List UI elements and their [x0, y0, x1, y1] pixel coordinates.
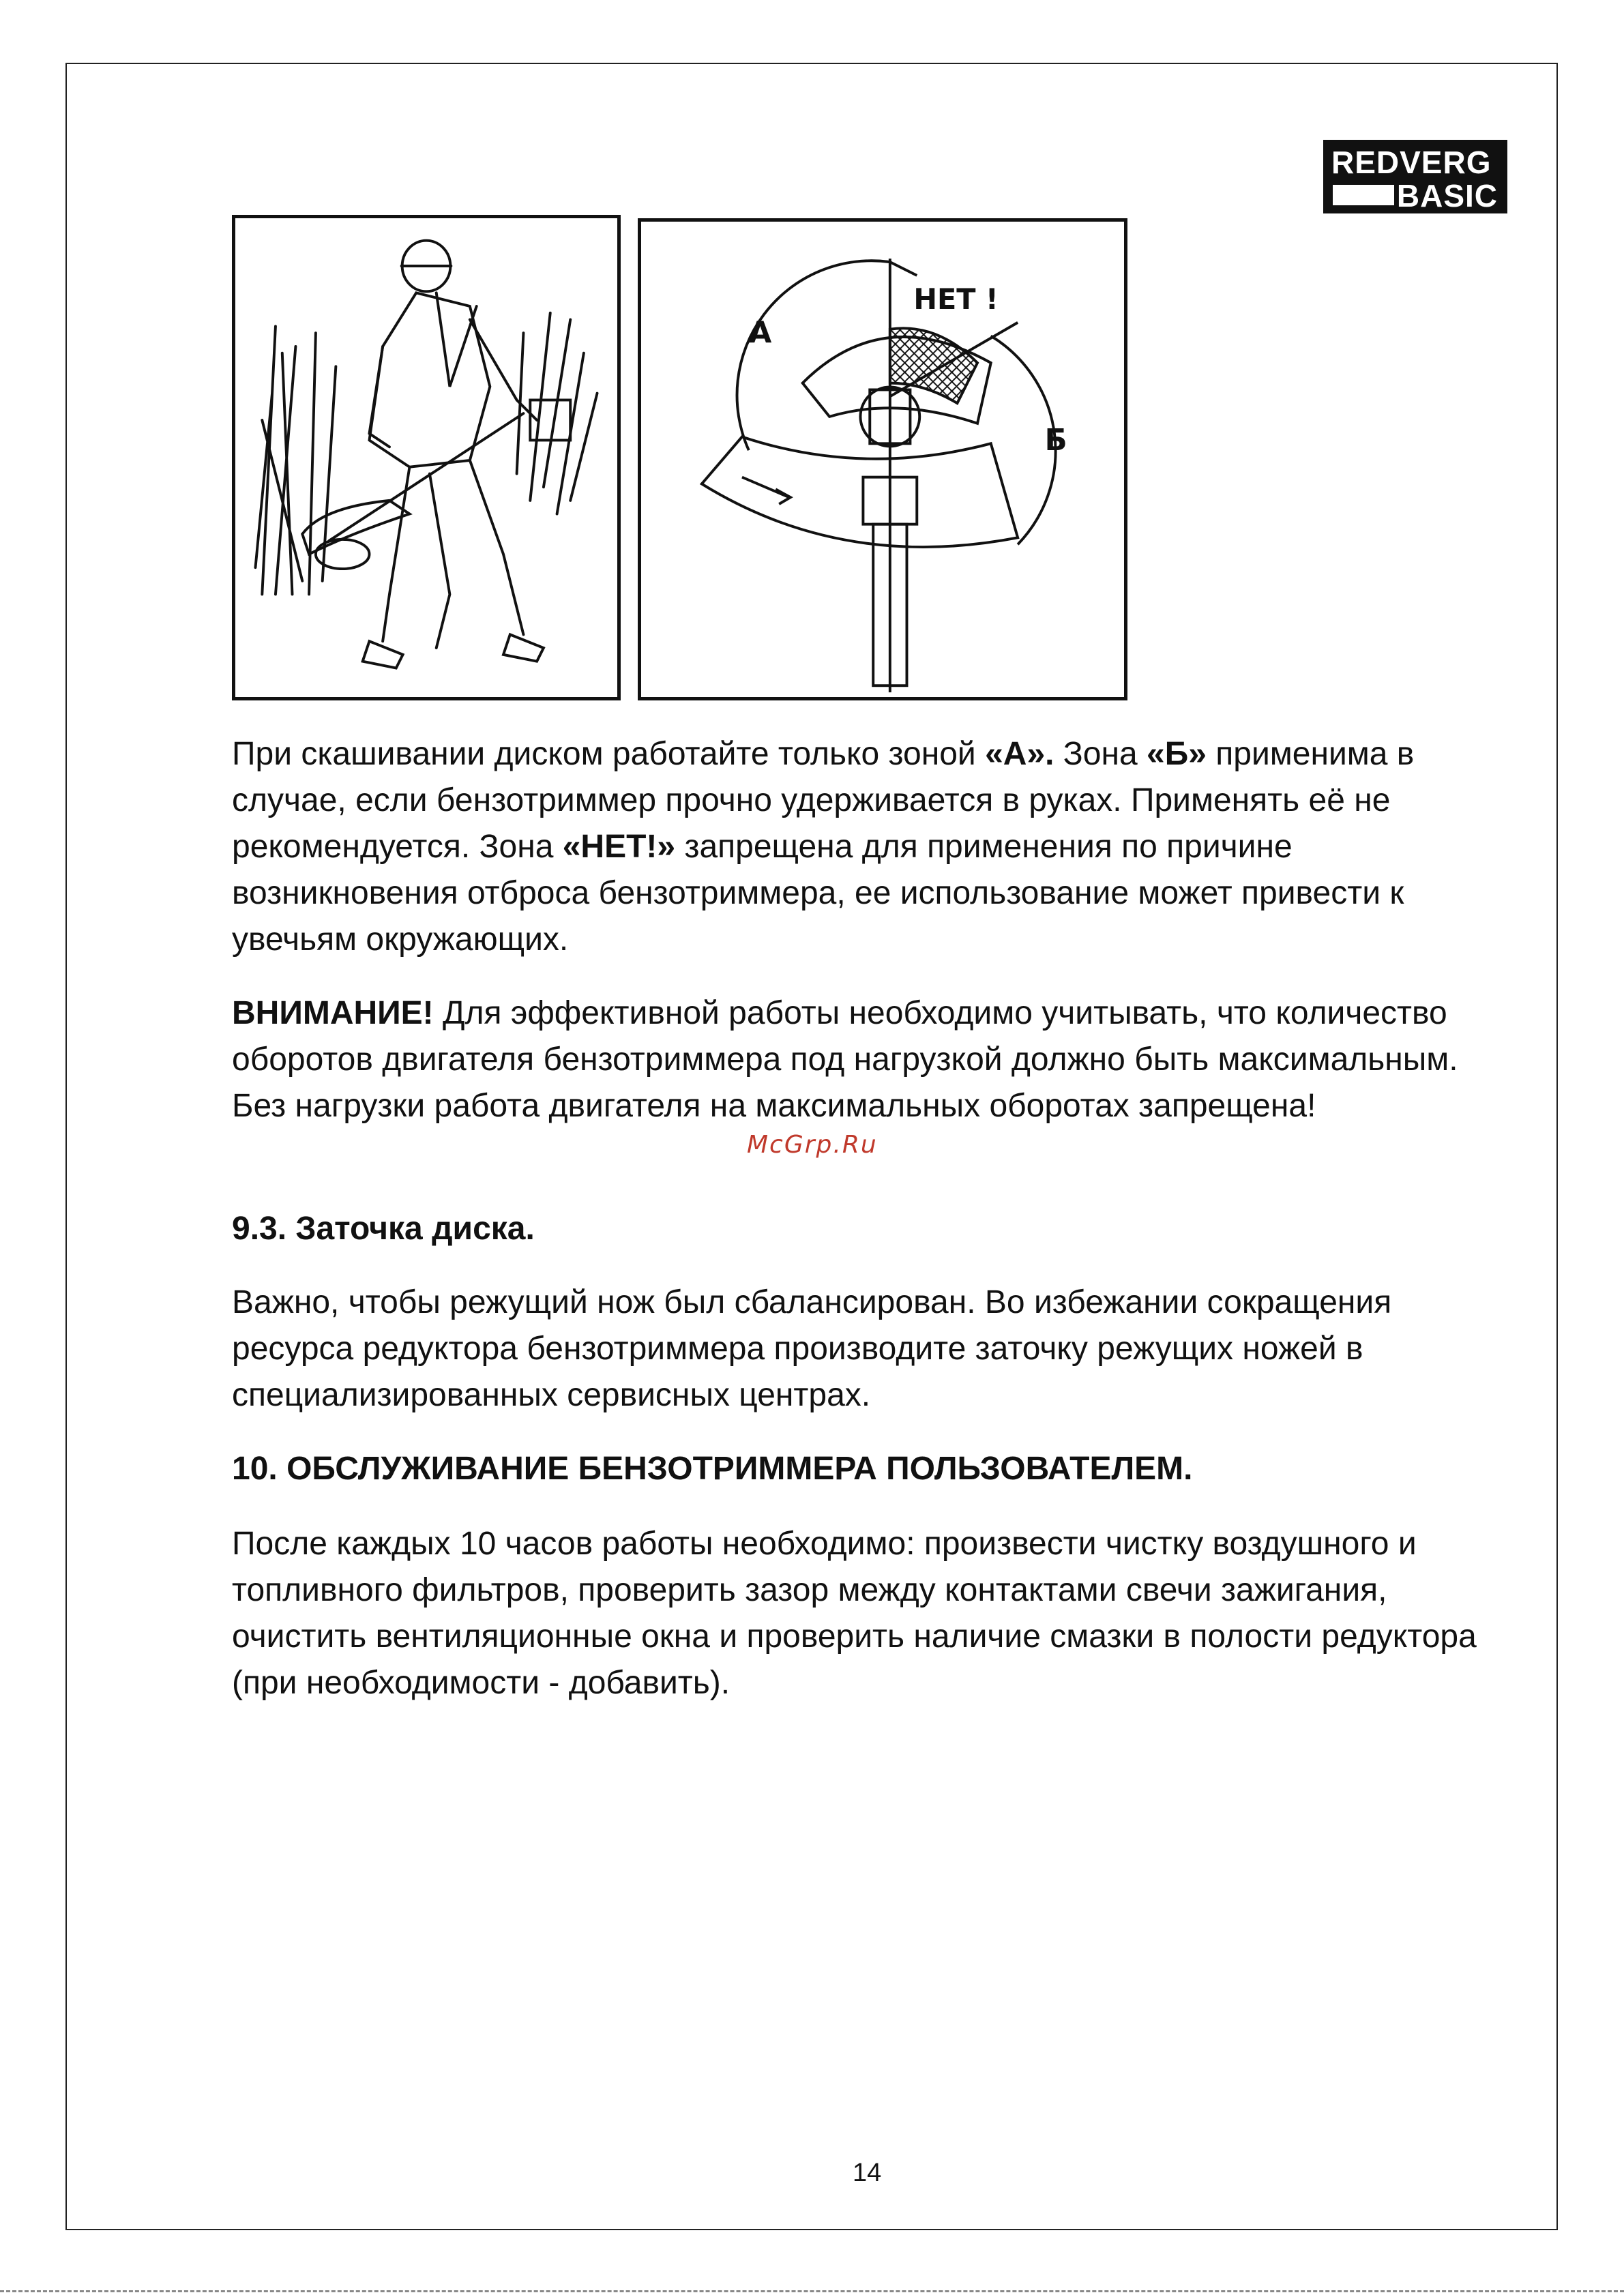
brand-logo [1323, 140, 1507, 213]
figure-cutting-zones-diagram [638, 218, 1127, 700]
section-heading-9-3: 9.3. Заточка диска. [232, 1211, 535, 1247]
section-heading-10: 10. ОБСЛУЖИВАНИЕ БЕНЗОТРИММЕРА ПОЛЬЗОВАТЕЛЕМ. [232, 1451, 1193, 1487]
p1-bold-net: «НЕТ!» [562, 829, 676, 865]
logo-line-1: REDVERG [1331, 145, 1492, 180]
p1-text-3: применима в случае, если бензотриммер прочно удерживается в руках. Применять её не рекомендуется. Зона [232, 736, 1415, 865]
warning-label: ВНИМАНИЕ! [232, 995, 434, 1031]
logo-line-2: BASIC [1396, 178, 1498, 213]
zones-drawing [641, 222, 1124, 697]
watermark: McGrp.Ru [747, 1131, 878, 1159]
paragraph-warning [232, 990, 1514, 1129]
label-zone-net: НЕТ ! [913, 283, 999, 316]
p1-bold-a: «А». [985, 736, 1054, 772]
p1-bold-b: «Б» [1147, 736, 1207, 772]
p1-text-2: Зона [1054, 736, 1147, 772]
paragraph-zones [232, 731, 1514, 963]
p1-text-1: При скашивании диском работайте только зоной [232, 736, 986, 772]
bottom-edge-line [0, 2290, 1624, 2292]
operator-drawing [235, 218, 617, 697]
paragraph-maintenance: После каждых 10 часов работы необходимо: произвести чистку воздушного и топливного фильтров, проверить зазор между контактами свечи зажигания, очистить вентиляционные окна и проверить наличие смазки в полости редуктора (при необходимости - добавить). [232, 1526, 1477, 1701]
p1-text-4: запрещена для применения по причине возникновения отброса бензотриммера, ее использование может привести к увечьям окружающих. [232, 829, 1404, 958]
label-zone-a: А [748, 316, 772, 351]
page-number: 14 [853, 2159, 882, 2187]
warning-text: Для эффективной работы необходимо учитывать, что количество оборотов двигателя бензотриммера под нагрузкой должно быть максимальным. Без нагрузки работа двигателя на максимальных оборотах запрещена! [232, 995, 1458, 1124]
figure-operator-illustration [232, 215, 621, 700]
logo-bar [1333, 185, 1394, 205]
paragraph-sharpening: Важно, чтобы режущий нож был сбалансирован. Во избежании сокращения ресурса редуктора бензотриммера производите заточку режущих ножей в специализированных сервисных центрах. [232, 1284, 1392, 1413]
label-zone-b: Б [1044, 424, 1067, 458]
